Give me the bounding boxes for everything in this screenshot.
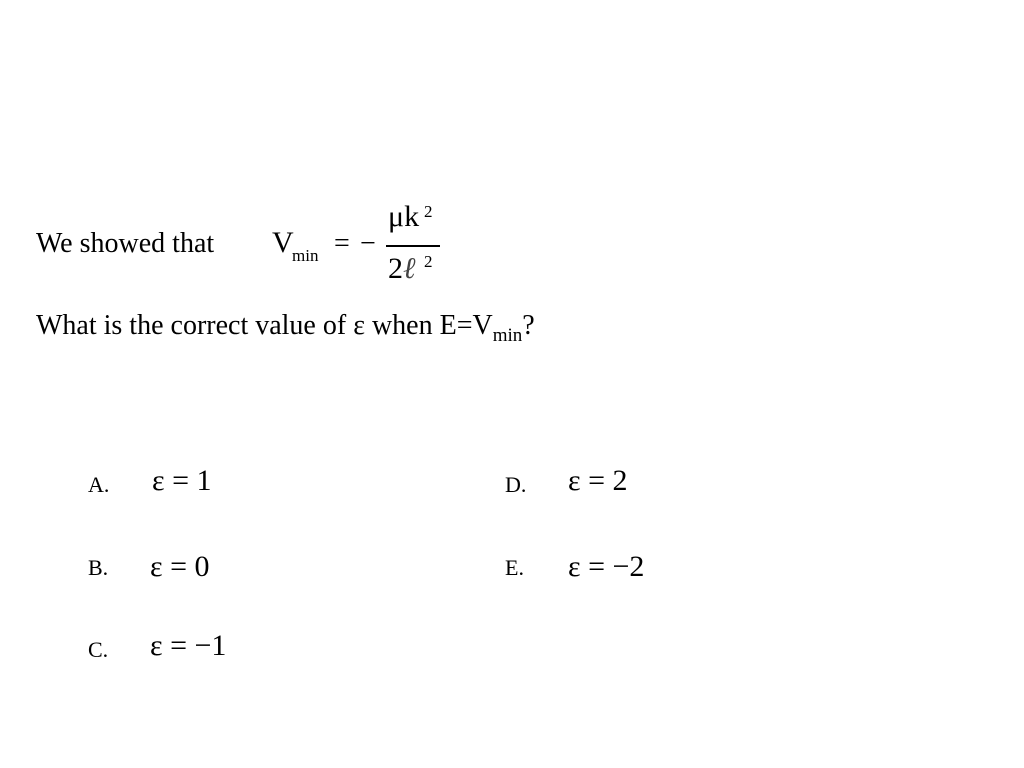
eq-denominator-coeff: 2 — [388, 252, 403, 285]
answer-e-value: ε = −2 — [568, 550, 645, 583]
statement-lead: We showed that — [36, 228, 215, 259]
answer-a-letter: A. — [88, 472, 110, 497]
answer-b-value: ε = 0 — [150, 550, 210, 583]
question-subscript: min — [492, 325, 523, 346]
answer-b-letter: B. — [88, 555, 109, 580]
eq-minus-sign: − — [360, 228, 376, 259]
eq-equals-sign: = — [334, 228, 350, 259]
answer-a-value: ε = 1 — [152, 464, 212, 497]
eq-lhs-base: V — [272, 226, 294, 259]
eq-denominator-var: ℓ — [403, 252, 416, 285]
answer-e-letter: E. — [505, 555, 524, 580]
answer-c-value: ε = −1 — [150, 629, 227, 662]
eq-denominator — [388, 252, 416, 286]
answer-d-letter: D. — [505, 472, 527, 497]
eq-lhs-subscript: min — [292, 246, 319, 265]
question-main: What is the correct value of ε when E=V — [36, 310, 493, 341]
eq-numerator-exponent: 2 — [424, 202, 433, 221]
eq-fraction-bar — [386, 245, 440, 247]
eq-denominator-exponent: 2 — [424, 252, 433, 271]
question-text — [36, 310, 535, 347]
answer-c-letter: C. — [88, 637, 109, 662]
vmin-equation — [272, 200, 452, 296]
answer-d-value: ε = 2 — [568, 464, 628, 497]
question-end: ? — [522, 310, 535, 341]
eq-numerator: μk — [388, 200, 420, 233]
